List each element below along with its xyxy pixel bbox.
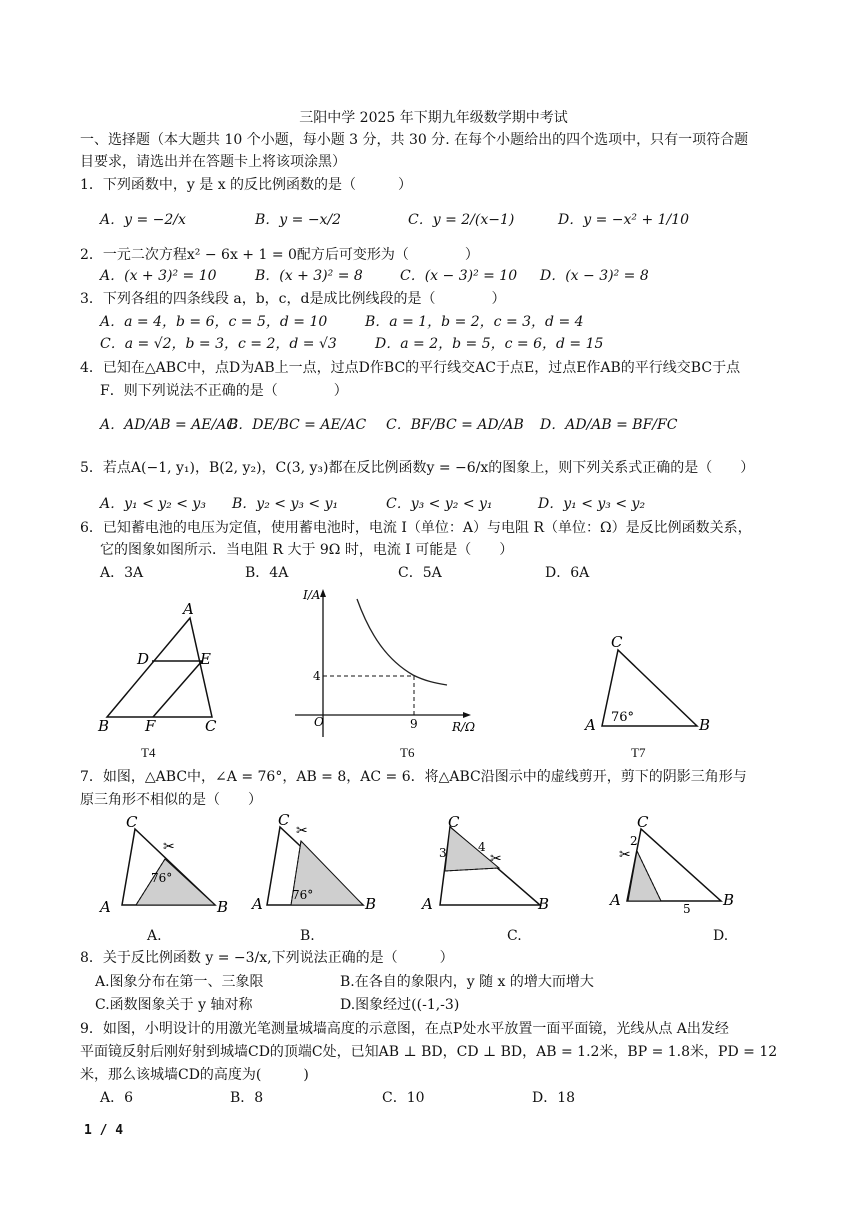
q9-option-c[interactable]: C．10 — [382, 1090, 425, 1106]
figure-t6 — [295, 585, 480, 740]
q7a-shaded — [136, 859, 215, 905]
q9-option-d[interactable]: D．18 — [532, 1090, 576, 1106]
q9-stem-line1: 9．如图，小明设计的用激光笔测量城墙高度的示意图，在点P处水平放置一面平面镜，光线从点 A出发经 — [80, 1021, 729, 1037]
q4-option-c[interactable]: C．BF/BC = AD/AB — [386, 417, 524, 433]
t6-x-arrow — [463, 712, 471, 718]
q5-option-d[interactable]: D．y₁ < y₃ < y₂ — [538, 496, 646, 512]
q1-option-a[interactable]: A．y = −2/x — [100, 212, 186, 228]
q2-option-a[interactable]: A．(x + 3)² = 10 — [100, 268, 217, 284]
q2-option-c[interactable]: C．(x − 3)² = 10 — [400, 268, 518, 284]
t4-label-b: B — [98, 717, 110, 735]
t7-angle: 76° — [611, 710, 635, 725]
t4-label-a: A — [183, 600, 194, 618]
q7-figure-b[interactable] — [250, 813, 390, 918]
q8-stem: 8．关于反比例函数 y = −3/x,下列说法正确的是（ ） — [80, 950, 454, 966]
q1-option-d[interactable]: D．y = −x² + 1/10 — [558, 212, 690, 228]
q4-stem-line1: 4．已知在△ABC中，点D为AB上一点，过点D作BC的平行线交AC于点E，过点E作AB的平行线交BC于点 — [80, 360, 741, 376]
q3-stem: 3．下列各组的四条线段 a，b，c，d是成比例线段的是（ ） — [80, 291, 506, 307]
q7-option-a[interactable]: A. — [147, 928, 162, 944]
q7d-len-2: 2 — [630, 834, 638, 848]
q7-option-c[interactable]: C. — [507, 928, 522, 944]
q7c-len-4: 4 — [478, 840, 486, 854]
q4-stem-line2: F．则下列说法不正确的是（ ） — [100, 383, 348, 399]
t4-segment-ef — [153, 661, 202, 717]
q7c-label-a: A — [422, 895, 433, 913]
q9-option-b[interactable]: B．8 — [230, 1090, 264, 1106]
q7-figure-c[interactable] — [420, 813, 560, 918]
section-heading-line2: 目要求，请选出并在答题卡上将该项涂黑） — [80, 154, 346, 170]
q2-option-b[interactable]: B．(x + 3)² = 8 — [255, 268, 363, 284]
q7a-label-a: A — [100, 898, 111, 916]
q7b-label-c: C — [278, 811, 290, 829]
t6-y-arrow — [320, 589, 326, 597]
t4-label-f: F — [145, 717, 156, 735]
figure-t7 — [580, 630, 720, 740]
q7d-label-a: A — [610, 891, 621, 909]
t7-label-c: C — [611, 633, 623, 651]
q9-stem-line3: 米，那么该城墙CD的高度为( ) — [80, 1067, 309, 1083]
q7-figure-a[interactable] — [95, 813, 240, 918]
q2-stem: 2．一元二次方程x² − 6x + 1 = 0配方后可变形为（ ） — [80, 247, 479, 263]
q2-option-d[interactable]: D．(x − 3)² = 8 — [540, 268, 649, 284]
q7a-angle: 76° — [151, 871, 173, 885]
q7c-label-c: C — [448, 813, 460, 831]
section-heading-line1: 一、选择题（本大题共 10 个小题，每小题 3 分，共 30 分. 在每个小题给出的四个选项中，只有一项符合题 — [80, 132, 749, 148]
q7-stem-line2: 原三角形不相似的是（ ） — [80, 792, 262, 808]
q7a-label-c: C — [126, 813, 138, 831]
t4-caption: T4 — [141, 745, 156, 760]
q7d-scissors-icon: ✂ — [619, 847, 631, 863]
q7b-angle: 76° — [292, 888, 314, 902]
q8-option-d[interactable]: D.图象经过((-1,-3) — [340, 997, 460, 1013]
q4-option-a[interactable]: A．AD/AB = AE/AC — [100, 417, 238, 433]
t6-caption: T6 — [400, 745, 415, 760]
q7b-scissors-icon: ✂ — [296, 823, 308, 839]
q5-option-b[interactable]: B．y₂ < y₃ < y₁ — [232, 496, 339, 512]
q7d-shaded — [628, 851, 661, 901]
q8-option-a[interactable]: A.图象分布在第一、三象限 — [95, 974, 264, 990]
q5-option-a[interactable]: A．y₁ < y₂ < y₃ — [100, 496, 206, 512]
q8-option-b[interactable]: B.在各自的象限内，y 随 x 的增大而增大 — [340, 974, 594, 990]
t4-label-c: C — [205, 717, 217, 735]
q3-option-a[interactable]: A．a = 4，b = 6，c = 5，d = 10 — [100, 314, 328, 330]
t6-x-axis-label: R/Ω — [452, 720, 476, 734]
q7-option-d[interactable]: D. — [713, 928, 729, 944]
q4-option-d[interactable]: D．AD/AB = BF/FC — [540, 417, 678, 433]
q5-stem: 5．若点A(−1, y₁)，B(2, y₂)，C(3, y₃)都在反比例函数y = −6/x的图象上，则下列关系式正确的是（ ） — [80, 460, 755, 476]
q8-option-c[interactable]: C.函数图象关于 y 轴对称 — [95, 997, 253, 1013]
q3-option-d[interactable]: D．a = 2，b = 5，c = 6，d = 15 — [375, 336, 604, 352]
exam-title: 三阳中学 2025 年下期九年级数学期中考试 — [299, 110, 568, 126]
q7c-scissors-icon: ✂ — [490, 851, 502, 867]
q6-stem-line2: 它的图象如图所示．当电阻 R 大于 9Ω 时，电流 I 可能是（ ） — [100, 542, 514, 558]
t7-label-b: B — [699, 716, 711, 734]
q7b-label-b: B — [365, 895, 377, 913]
q7d-label-b: B — [723, 891, 735, 909]
q9-option-a[interactable]: A．6 — [100, 1090, 134, 1106]
t7-caption: T7 — [631, 745, 646, 760]
t4-label-d: D — [137, 650, 150, 668]
q7a-scissors-icon: ✂ — [163, 839, 175, 855]
figure-t4 — [95, 598, 235, 738]
q1-option-c[interactable]: C．y = 2/(x−1) — [408, 212, 515, 228]
q7d-label-c: C — [637, 813, 649, 831]
q6-option-a[interactable]: A．3A — [100, 565, 144, 581]
t6-x-tick: 9 — [410, 717, 418, 731]
t6-y-tick: 4 — [313, 669, 321, 683]
q6-option-d[interactable]: D．6A — [545, 565, 590, 581]
q7c-len-3: 3 — [439, 846, 447, 860]
q5-option-c[interactable]: C．y₃ < y₂ < y₁ — [386, 496, 493, 512]
q3-option-c[interactable]: C．a = √2，b = 3，c = 2，d = √3 — [100, 336, 337, 352]
q7d-len-5: 5 — [683, 902, 691, 916]
q6-stem-line1: 6．已知蓄电池的电压为定值，使用蓄电池时，电流 I（单位：A）与电阻 R（单位：Ω）是反比例函数关系， — [80, 520, 752, 536]
t6-curve — [357, 599, 447, 685]
q1-stem: 1．下列函数中，y 是 x 的反比例函数的是（ ） — [80, 177, 413, 193]
t7-label-a: A — [585, 716, 596, 734]
t4-label-e: E — [200, 650, 211, 668]
q3-option-b[interactable]: B．a = 1，b = 2，c = 3，d = 4 — [365, 314, 584, 330]
q6-option-b[interactable]: B．4A — [245, 565, 289, 581]
q1-option-b[interactable]: B．y = −x/2 — [255, 212, 342, 228]
q7-figure-d[interactable] — [605, 813, 745, 918]
q7-stem-line1: 7．如图，△ABC中，∠A = 76°，AB = 8，AC = 6．将△ABC沿图示中的虚线剪开，剪下的阴影三角形与 — [80, 769, 747, 785]
q7b-label-a: A — [252, 895, 263, 913]
t6-origin: O — [314, 715, 324, 729]
q6-option-c[interactable]: C．5A — [398, 565, 442, 581]
t6-y-axis-label: I/A — [303, 588, 321, 602]
q7c-label-b: B — [538, 895, 550, 913]
page-number: 1 / 4 — [84, 1123, 124, 1138]
q7a-label-b: B — [217, 898, 229, 916]
q9-stem-line2: 平面镜反射后刚好射到城墙CD的顶端C处，已知AB ⊥ BD，CD ⊥ BD，AB = 1.2米，BP = 1.8米，PD = 12 — [80, 1044, 778, 1060]
q4-option-b[interactable]: B．DE/BC = AE/AC — [228, 417, 367, 433]
q7-option-b[interactable]: B. — [300, 928, 315, 944]
